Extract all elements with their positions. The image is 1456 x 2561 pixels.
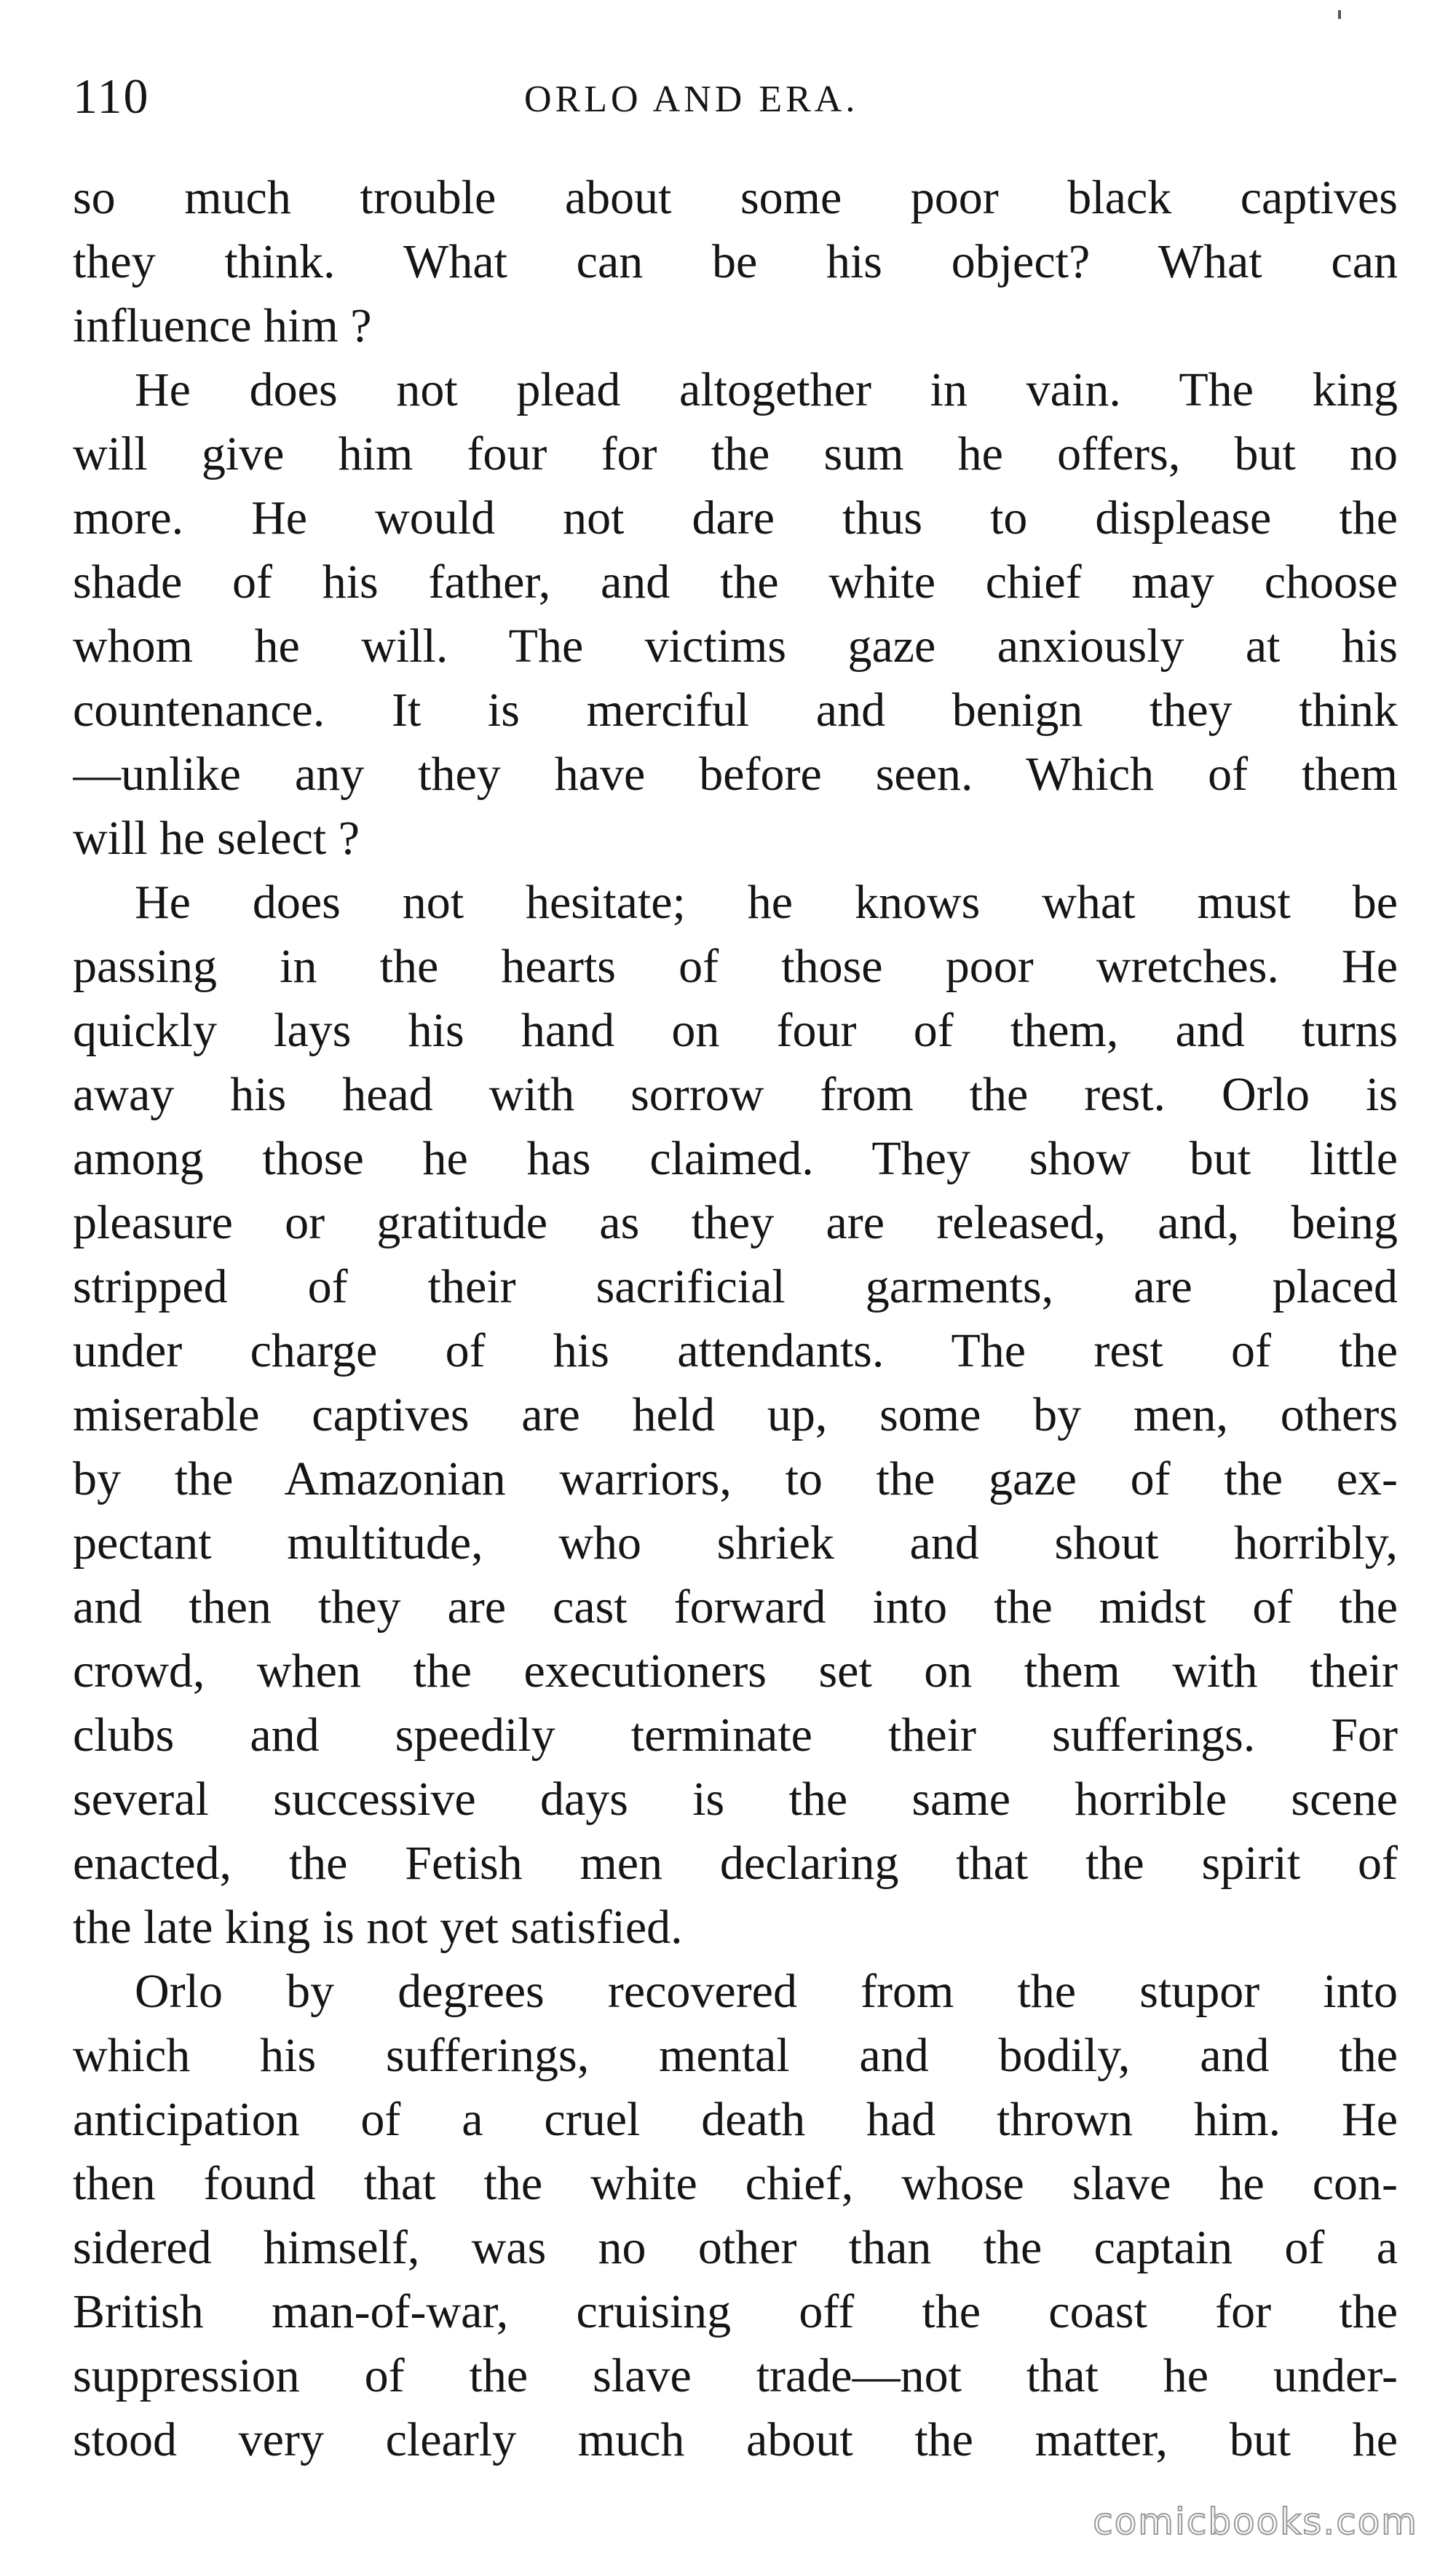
text-line: shade of his father, and the white chief may choose: [73, 555, 1398, 609]
text-line: pleasure or gratitude as they are released, and, being: [73, 1196, 1398, 1249]
text-line: several successive days is the same horrible scene: [73, 1773, 1398, 1826]
text-line: He does not hesitate; he knows what must be: [135, 876, 1398, 929]
text-line: British man-of-war, cruising off the coast for the: [73, 2285, 1398, 2338]
text-line: enacted, the Fetish men declaring that the spirit of: [73, 1837, 1398, 1890]
text-line: stood very clearly much about the matter, but he: [73, 2413, 1398, 2466]
text-line: will he select ?: [73, 812, 360, 865]
text-line: under charge of his attendants. The rest of the: [73, 1324, 1398, 1377]
text-line: which his sufferings, mental and bodily, and the: [73, 2029, 1398, 2082]
print-speck: [1338, 10, 1341, 19]
text-line: passing in the hearts of those poor wretches. He: [73, 940, 1398, 993]
text-line: by the Amazonian warriors, to the gaze of the ex-: [73, 1452, 1398, 1505]
text-line: countenance. It is merciful and benign they think: [73, 684, 1398, 737]
text-line: influence him ?: [73, 299, 372, 352]
text-line: anticipation of a cruel death had thrown him. He: [73, 2093, 1398, 2146]
text-line: will give him four for the sum he offers, but no: [73, 427, 1398, 480]
text-line: among those he has claimed. They show but little: [73, 1132, 1398, 1185]
text-line: quickly lays his hand on four of them, and turns: [73, 1004, 1398, 1057]
watermark-text: comicbooks.com: [1093, 2501, 1418, 2543]
text-line: He does not plead altogether in vain. The king: [135, 363, 1398, 416]
text-line: stripped of their sacrificial garments, are placed: [73, 1260, 1398, 1313]
text-line: Orlo by degrees recovered from the stupor into: [135, 1965, 1398, 2018]
text-line: crowd, when the executioners set on them with their: [73, 1644, 1398, 1698]
text-line: suppression of the slave trade—not that he under-: [73, 2349, 1398, 2402]
page-number: 110: [73, 68, 150, 124]
text-line: sidered himself, was no other than the captain of a: [73, 2221, 1398, 2274]
text-line: then found that the white chief, whose slave he con-: [73, 2157, 1398, 2210]
page-header: [73, 67, 1398, 147]
text-line: miserable captives are held up, some by men, others: [73, 1388, 1398, 1441]
text-line: —unlike any they have before seen. Which of them: [73, 748, 1398, 801]
text-line: so much trouble about some poor black captives: [73, 171, 1398, 224]
text-line: pectant multitude, who shriek and shout horribly,: [73, 1516, 1398, 1570]
text-line: clubs and speedily terminate their sufferings. For: [73, 1709, 1398, 1762]
text-line: the late king is not yet satisfied.: [73, 1901, 683, 1954]
text-line: and then they are cast forward into the midst of the: [73, 1580, 1398, 1634]
body-text: [73, 166, 1398, 2472]
text-line: whom he will. The victims gaze anxiously at his: [73, 620, 1398, 673]
text-line: they think. What can be his object? What can: [73, 235, 1398, 288]
running-head: ORLO AND ERA.: [524, 79, 859, 120]
text-line: away his head with sorrow from the rest. Orlo is: [73, 1068, 1398, 1121]
text-line: more. He would not dare thus to displease the: [73, 491, 1398, 545]
